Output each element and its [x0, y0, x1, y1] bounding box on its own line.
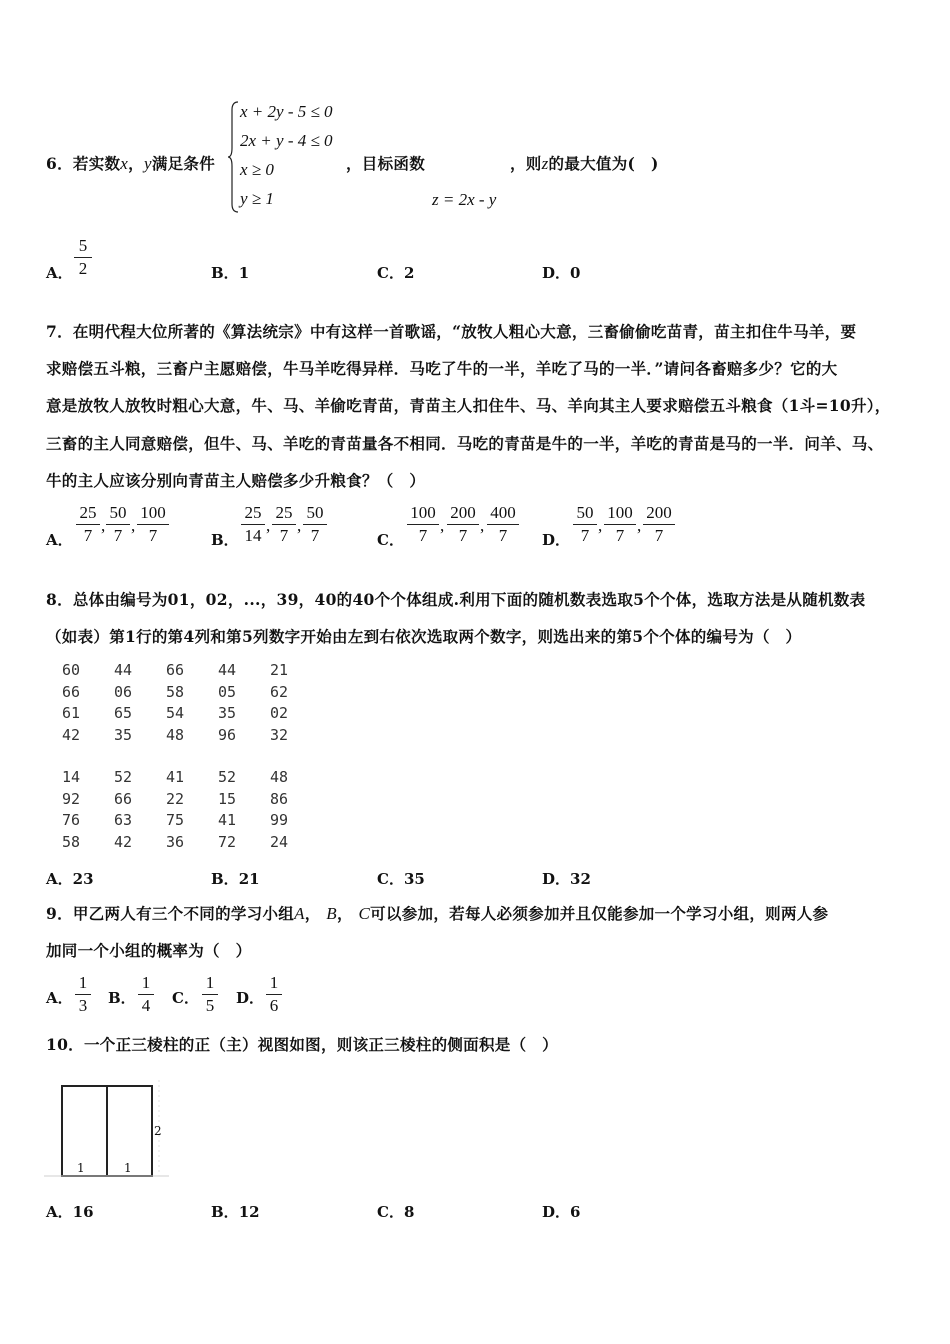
table-row: 42 35 48 96 32 [62, 725, 289, 744]
q9-option-a-fraction: 1 3 [75, 973, 91, 1016]
q8-line-1: 8．总体由编号为01，02，...，39，40的40个个体组成.利用下面的随机数表选取5个个体，选取方法是从随机数表 [46, 590, 866, 609]
constraint-1: x + 2y - 5 ≤ 0 [240, 102, 333, 121]
q6-stem: 6．若实数x，y满足条件 [46, 154, 216, 173]
q7-c-frac-1: 100 7 [407, 503, 439, 546]
table-row: 76 63 75 41 99 [62, 811, 289, 830]
q7-c-frac-2: 200 7 [447, 503, 479, 546]
constraint-brace [228, 100, 240, 214]
constraint-2: 2x + y - 4 ≤ 0 [240, 131, 333, 150]
q9-line-2: 加同一个小组的概率为（ ） [46, 941, 252, 960]
q6-option-a-fraction: 5 2 [74, 236, 92, 279]
q7-a-frac-1: 25 7 [76, 503, 100, 546]
q6-option-b: B．1 [211, 264, 250, 282]
q9-option-c-fraction: 1 5 [202, 973, 218, 1016]
q9-option-d-label: D． [236, 989, 265, 1007]
q7-option-a-label: A． [46, 531, 73, 549]
q9-option-d-fraction: 1 6 [266, 973, 282, 1016]
q7-a-frac-2: 50 7 [106, 503, 130, 546]
q7-a-frac-3: 100 7 [137, 503, 169, 546]
q6-option-a-label: A． [46, 264, 73, 282]
random-number-table-bottom [62, 768, 322, 854]
q7-line-3: 意是放牧人放牧时粗心大意，牛、马、羊偷吃青苗，青苗主人扣住牛、马、羊向其主人要求赔偿五斗粮食（1斗=10升）， [46, 396, 891, 415]
figure-label-side: 2 [154, 1124, 162, 1138]
q7-line-2: 求赔偿五斗粮，三畜户主愿赔偿，牛马羊吃得异样．马吃了牛的一半，羊吃了马的一半．”请问各畜赔多少？它的大 [46, 359, 838, 378]
q7-option-c-label: C． [377, 531, 404, 549]
q7-line-5: 牛的主人应该分别向青苗主人赔偿多少升粮食？（ ） [46, 471, 426, 490]
q7-d-frac-3: 200 7 [643, 503, 675, 546]
figure-label-left: 1 [77, 1161, 85, 1175]
constraint-3: x ≥ 0 [240, 160, 274, 179]
q6-option-c: C．2 [377, 264, 415, 282]
q9-option-b-label: B． [108, 989, 136, 1007]
q7-line-1: 7．在明代程大位所著的《算法统宗》中有这样一首歌谣，“放牧人粗心大意，三畜偷偷吃苗青，苗主扣住牛马羊，要 [46, 322, 857, 341]
q8-option-c: C．35 [377, 870, 425, 888]
q7-b-frac-1: 25 14 [241, 503, 265, 546]
q6-option-d: D．0 [542, 264, 581, 282]
figure-label-right: 1 [124, 1161, 132, 1175]
table-row: 60 44 66 44 21 [62, 661, 289, 679]
q10-option-b: B．12 [211, 1203, 260, 1221]
q9-option-c-label: C． [172, 989, 199, 1007]
q8-option-d: D．32 [542, 870, 591, 888]
q6-objective: z = 2x - y [432, 190, 497, 209]
q7-option-b-label: B． [211, 531, 239, 549]
q9-line-1: 9．甲乙两人有三个不同的学习小组A， B， C可以参加，若每人必须参加并且仅能参加一个学习小组，则两人参 [46, 904, 829, 923]
table-row: 61 65 54 35 02 [62, 704, 289, 723]
q7-b-frac-3: 50 7 [303, 503, 327, 546]
table-row: 66 06 58 05 62 [62, 682, 289, 701]
table-row: 58 42 36 72 24 [62, 832, 289, 851]
q7-option-d-label: D． [542, 531, 571, 549]
q10-option-c: C．8 [377, 1203, 415, 1221]
q7-line-4: 三畜的主人同意赔偿，但牛、马、羊吃的青苗量各不相同．马吃的青苗是牛的一半，羊吃的青苗是马的一半．问羊、马、 [46, 434, 884, 453]
q8-line-2: （如表）第1行的第4列和第5列数字开始由左到右依次选取两个数字，则选出来的第5个个体的编号为（ ） [46, 627, 802, 646]
constraint-4: y ≥ 1 [240, 189, 274, 208]
q10-stem: 10．一个正三棱柱的正（主）视图如图，则该正三棱柱的侧面积是（ ） [46, 1035, 558, 1054]
q6-ask: ，则z的最大值为( ) [510, 154, 659, 173]
q7-d-frac-1: 50 7 [573, 503, 597, 546]
q9-option-b-fraction: 1 4 [138, 973, 154, 1016]
q8-option-b: B．21 [211, 870, 260, 888]
q9-option-a-label: A． [46, 989, 73, 1007]
table-row: 14 52 41 52 48 [62, 768, 289, 786]
q7-b-frac-2: 25 7 [272, 503, 296, 546]
table-row: 92 66 22 15 86 [62, 789, 289, 808]
q7-c-frac-3: 400 7 [487, 503, 519, 546]
q8-option-a: A．23 [46, 870, 94, 888]
q10-option-d: D．6 [542, 1203, 581, 1221]
random-number-table-top [62, 661, 322, 747]
q7-d-frac-2: 100 7 [604, 503, 636, 546]
q6-objective-label: ，目标函数 [346, 154, 426, 173]
q10-option-a: A．16 [46, 1203, 94, 1221]
